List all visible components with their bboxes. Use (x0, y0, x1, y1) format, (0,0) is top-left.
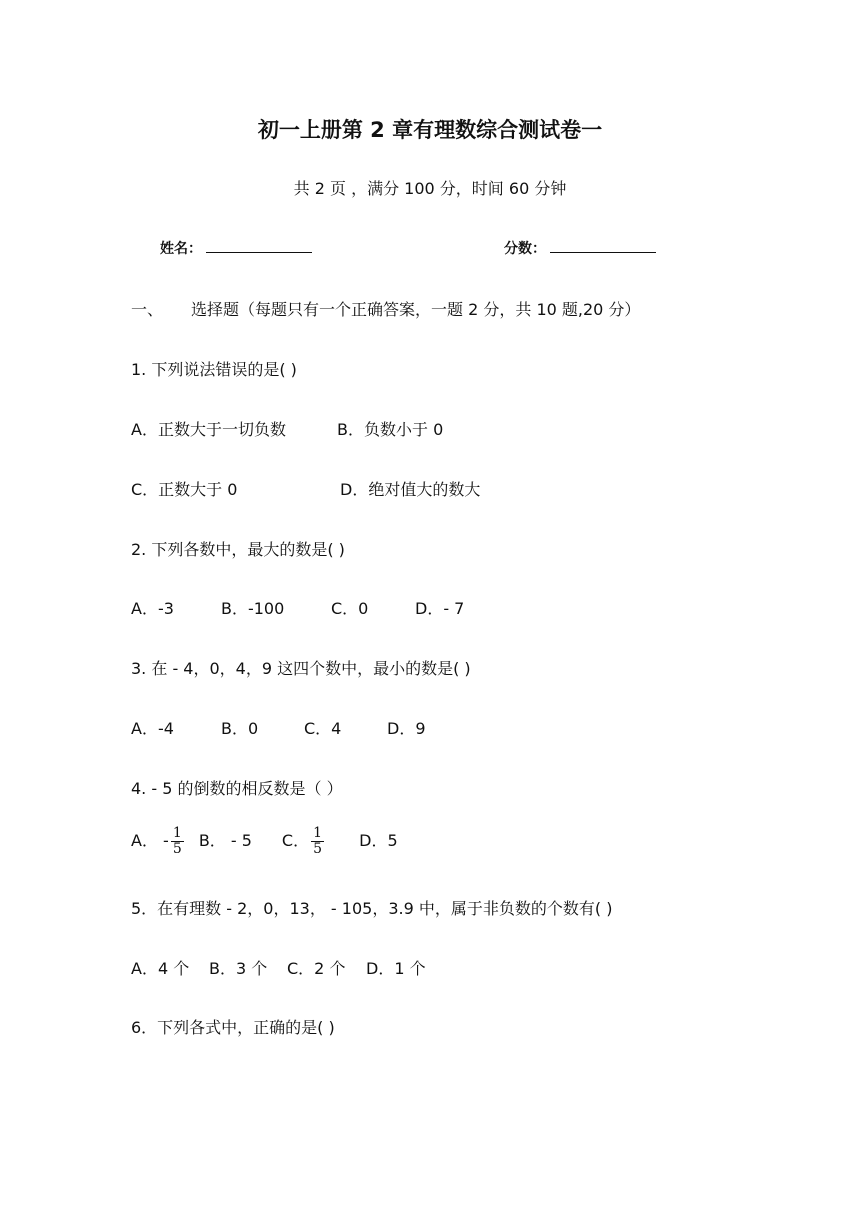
q5-option-a: A．4 个 (131, 959, 190, 978)
question-1-stem: 1. 下列说法错误的是( ) (131, 360, 297, 379)
q4-option-b: B． - 5 (198, 831, 252, 850)
question-5-options (131, 956, 426, 979)
q3-option-b: B．0 (221, 719, 259, 738)
question-5-stem: 5．在有理数 - 2，0，13， - 105，3.9 中，属于非负数的个数有( ) (131, 899, 613, 918)
q3-option-c: C．4 (304, 719, 342, 738)
fraction-numerator: 1 (172, 825, 182, 841)
q4-option-a (131, 826, 186, 857)
fraction-denominator: 5 (172, 841, 182, 857)
score-field (504, 238, 656, 258)
name-blank-line[interactable] (206, 238, 312, 253)
name-label: 姓名： (160, 241, 202, 257)
section-text: 选择题（每题只有一个正确答案，一题 2 分，共 10 题,20 分） (191, 300, 641, 319)
question-2-options (131, 596, 464, 619)
q3-option-d: D．9 (387, 719, 426, 738)
q2-option-c: C．0 (331, 599, 369, 618)
section-heading (131, 297, 640, 320)
q4-option-d: D．5 (359, 831, 398, 850)
fraction-numerator: 1 (313, 825, 323, 841)
q4-option-a-fraction (171, 826, 184, 857)
q4-option-a-prefix: A． - (131, 831, 169, 850)
score-label: 分数： (504, 241, 546, 257)
q2-option-d: D．- 7 (415, 599, 465, 618)
question-2-stem: 2. 下列各数中，最大的数是( ) (131, 540, 345, 559)
section-number: 一、 (131, 300, 164, 319)
question-1-options-cd (131, 477, 480, 500)
page-title: 初一上册第 2 章有理数综合测试卷一 (257, 118, 603, 142)
q3-option-a: A．-4 (131, 719, 174, 738)
q2-option-a: A．-3 (131, 599, 174, 618)
question-3-stem: 3. 在 - 4，0，4，9 这四个数中，最小的数是( ) (131, 659, 471, 678)
question-3-options (131, 716, 426, 739)
q4-option-c-prefix: C． (281, 831, 310, 850)
q5-option-c: C．2 个 (287, 959, 346, 978)
q5-option-b: B．3 个 (209, 959, 268, 978)
question-1-options-ab (131, 417, 443, 440)
name-field (160, 238, 312, 258)
q1-option-d: D．绝对值大的数大 (340, 480, 481, 499)
q2-option-b: B．-100 (221, 599, 285, 618)
q4-option-c (282, 826, 326, 857)
question-4-options (131, 826, 398, 857)
page-subtitle: 共 2 页 ，满分 100 分，时间 60 分钟 (293, 179, 567, 198)
question-4-stem: 4. - 5 的倒数的相反数是（ ） (131, 779, 343, 798)
q1-option-c: C．正数大于 0 (131, 480, 238, 499)
q4-option-c-fraction (311, 826, 324, 857)
q1-option-a: A．正数大于一切负数 (131, 420, 286, 439)
score-blank-line[interactable] (550, 238, 656, 253)
q5-option-d: D．1 个 (366, 959, 426, 978)
q1-option-b: B．负数小于 0 (337, 420, 444, 439)
question-6-stem: 6．下列各式中，正确的是( ) (131, 1018, 335, 1037)
fraction-denominator: 5 (313, 841, 323, 857)
